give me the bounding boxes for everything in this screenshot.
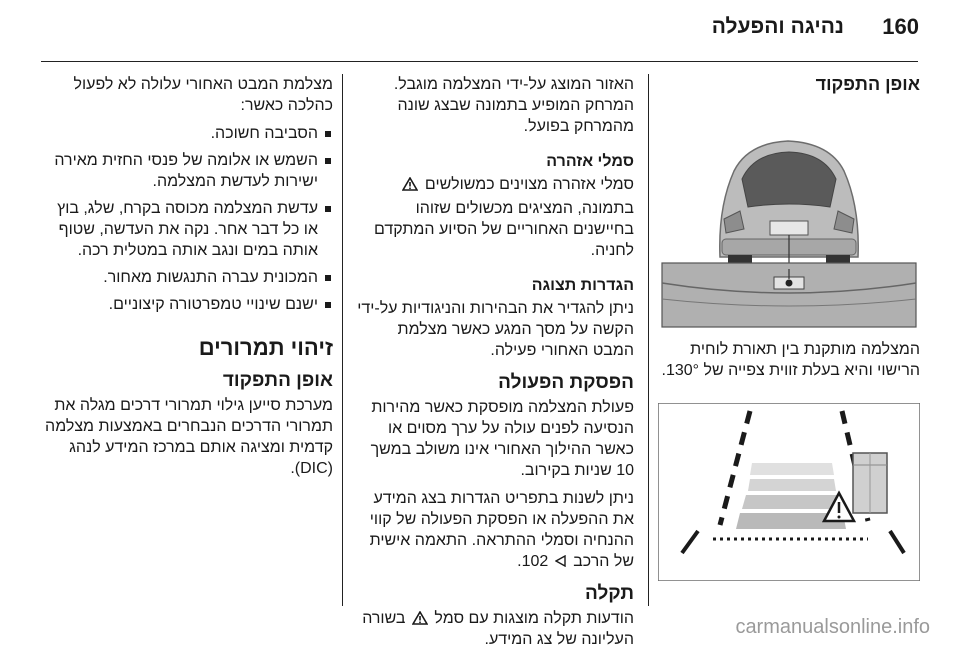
warning-symbols-text-2: בתמונה, המציגים מכשולים שזוהו בחיישנים האחוריים של הסיוע המתקדם לחניה. (373, 200, 634, 259)
list-item: ישנם שינויי טמפרטורה קיצוניים. (43, 294, 333, 315)
column-divider-left (342, 74, 343, 606)
display-settings-heading: הגדרות תצוגה (531, 277, 634, 294)
list-item: המכונית עברה התנגשות מאחור. (43, 267, 333, 288)
page-number: 160 (882, 14, 919, 39)
function-heading: אופן התפקוד (815, 74, 920, 94)
traffic-sign-section-heading: זיהוי תמרורים (198, 335, 333, 360)
malfunction-intro: מצלמת המבט האחורי עלולה לא לפעול כהלכה כאשר: (73, 76, 333, 114)
watermark: carmanualsonline.info (735, 616, 930, 638)
malfunction-conditions-list (43, 123, 333, 315)
traffic-sign-function-heading: אופן התפקוד (222, 370, 333, 391)
deactivation-text-1: פעולת המצלמה מופסקת כאשר מהירות הנסיעה לפנים עולה על ערך מסוים או כאשר ההילוך האחורי אינו משולב במשך 10 שניות בקירוב. (370, 399, 634, 479)
left-column (43, 74, 333, 486)
chapter-title: נהיגה והפעלה (711, 15, 844, 38)
middle-column (354, 74, 634, 657)
fault-text: הודעות תקלה מוצגות עם סמל בשורה העליונה של צג המידע. (362, 610, 634, 648)
header-divider (41, 61, 918, 62)
page-header (0, 0, 960, 62)
display-settings-text: ניתן להגדיר את הבהירות והניגודיות על-ידי הקשה על מסך המגע כאשר מצלמת המבט האחורי פעילה. (357, 300, 634, 359)
deactivation-text-2: ניתן לשנות בתפריט הגדרות בצג המידע את ההפעלה או הפסקת הפעולה של קווי ההנחיה וסמלי ההתראה. התאמה אישית של הרכב 102. (369, 490, 634, 570)
warning-triangle-icon (402, 177, 418, 191)
list-item: השמש או אלומה של פנסי החזית מאירה ישירות לעדשת המצלמה. (43, 150, 333, 192)
figure-caption: המצלמה מותקנת בין תאורת לוחית הרישוי והיא בעלת זווית צפייה של 130°. (661, 341, 920, 379)
right-column (658, 74, 920, 581)
deactivation-heading: הפסקת הפעולה (498, 372, 634, 393)
warning-triangle-icon (412, 611, 428, 625)
list-item: עדשת המצלמה מכוסה בקרח, שלג, בוץ או כל דבר אחר. נקה את העדשה, שטוף אותה במים ונגב אותה במטלית רכה. (43, 198, 333, 261)
fault-heading: תקלה (584, 583, 634, 604)
warning-symbols-heading: סמלי אזהרה (546, 153, 634, 170)
page-reference-icon (555, 555, 567, 567)
traffic-sign-function-text: מערכת סייען גילוי תמרורי דרכים מגלה את תמרורי הדרכים הנבחרים באמצעות מצלמה קדמית ומציגה אותם במרכז המידע לנהג (DIC). (45, 397, 333, 477)
rear-camera-display-illustration (658, 403, 920, 581)
page-reference-number: 102. (517, 553, 549, 570)
warning-symbols-text-1: סמלי אזהרה מצוינים כמשולשים (354, 174, 634, 195)
column-divider-right (648, 74, 649, 606)
rear-camera-location-illustration (658, 107, 920, 333)
camera-range-text: האזור המוצג על-ידי המצלמה מוגבל. המרחק המופיע בתמונה שבצג שונה מהמרחק בפועל. (393, 76, 634, 135)
list-item: הסביבה חשוכה. (43, 123, 333, 144)
